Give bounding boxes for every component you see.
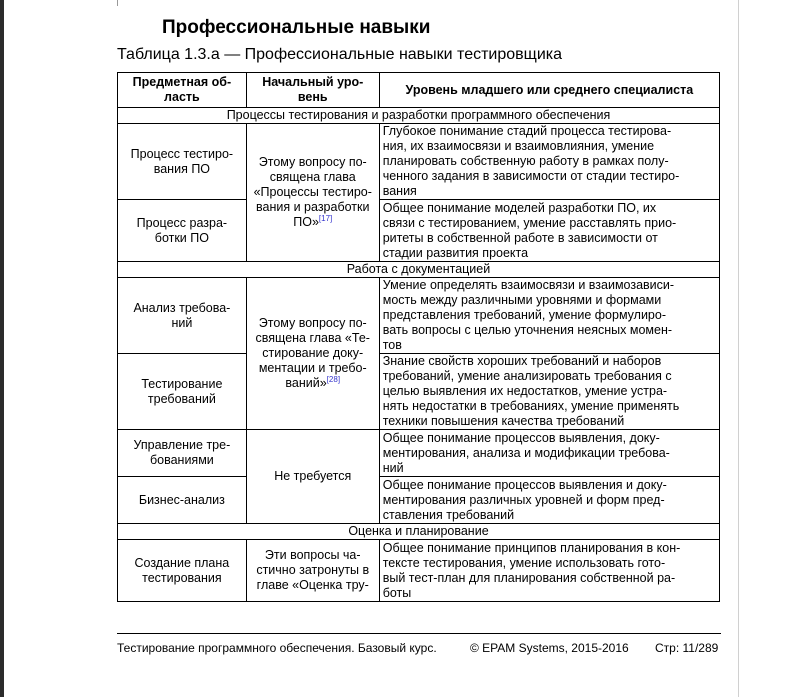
reference-link[interactable]: [28] [326,374,341,384]
desc-cell: Общее понимание процессов выявления, доку- ментирования, анализа и модификации требова- ний [379,430,719,477]
section-row [118,262,720,278]
area-cell: Бизнес-анализ [118,477,247,524]
initial-cell: Не требуется [246,430,379,524]
window-frame-left [0,0,4,697]
table-caption: Таблица 1.3.a — Профессиональные навыки тестировщика [117,46,563,63]
desc-cell: Знание свойств хороших требований и наборов требований, умение анализировать требования с целью выявления их недостатков, умение устра- нять недостатки в требованиях, умение применять техники повышения качества требований [379,354,719,430]
area-cell: Управление тре- бованиями [118,430,247,477]
desc-cell: Глубокое понимание стадий процесса тестирова- ния, их взаимосвязи и взаимовлияния, умение планировать собственную работу в рамках полу- ченного задания в зависимости от стадии тестиро- вания [379,124,719,200]
table-row [118,124,720,200]
footer-divider [117,633,721,634]
area-cell: Анализ требова- ний [118,278,247,354]
area-cell: Создание плана тестирования [118,540,247,602]
desc-cell: Общее понимание процессов выявления и доку- ментирования различных уровней и форм пред- ставления требований [379,477,719,524]
initial-cell: Эти вопросы ча- стично затронуты в главе «Оценка тру- [246,540,379,602]
table-header-row [118,73,720,108]
header-specialist: Уровень младшего или среднего специалиста [379,73,719,108]
desc-cell: Умение определять взаимосвязи и взаимозависи- мость между различными уровнями и формами представления требований, умение формулиро- вать вопросы с целью уточнения неясных момен- тов [379,278,719,354]
table-row [118,430,720,477]
footer-copyright: © EPAM Systems, 2015-2016 [470,641,629,655]
table-row [118,200,720,262]
header-initial: Начальный уро- вень [246,73,379,108]
page-right-edge [738,0,739,697]
reference-link[interactable]: [17] [318,213,333,223]
section-heading: Профессиональные навыки [162,17,431,38]
table-row [118,354,720,430]
footer-book-title: Тестирование программного обеспечения. Базовый курс. [117,641,437,655]
table-row [118,540,720,602]
section-row [118,108,720,124]
area-cell: Процесс разра- ботки ПО [118,200,247,262]
desc-cell: Общее понимание принципов планирования в кон- тексте тестирования, умение использовать гото- вый тест-план для планирования собственной ра- боты [379,540,719,602]
section-row [118,524,720,540]
page-top-edge [117,0,118,6]
header-area: Предметная об- ласть [118,73,247,108]
table-row [118,477,720,524]
desc-cell: Общее понимание моделей разработки ПО, их связи с тестированием, умение расставлять прио- ритеты в собственной работе в зависимости от стадии развития проекта [379,200,719,262]
initial-cell: Этому вопросу по- священа глава «Те- стирование доку- ментации и требо- ваний»[28] [246,278,379,430]
area-cell: Процесс тестиро- вания ПО [118,124,247,200]
section-title: Работа с документацией [118,262,720,278]
initial-cell: Этому вопросу по- священа глава «Процессы тестиро- вания и разработки ПО»[17] [246,124,379,262]
footer-page-number: Стр: 11/289 [655,641,719,655]
section-title: Процессы тестирования и разработки программного обеспечения [118,108,720,124]
area-cell: Тестирование требований [118,354,247,430]
section-title: Оценка и планирование [118,524,720,540]
skills-table [117,72,720,602]
table-row [118,278,720,354]
